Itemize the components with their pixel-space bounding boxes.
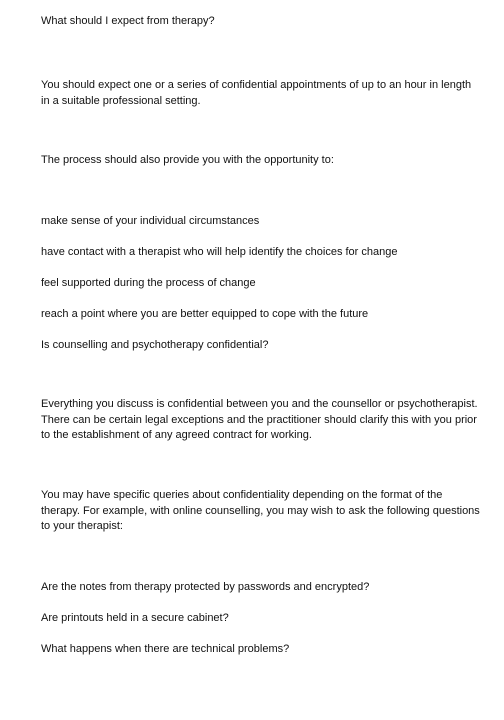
opportunity-item: make sense of your individual circumstances	[41, 215, 260, 227]
heading-confidentiality: Is counselling and psychotherapy confidential?	[41, 339, 269, 351]
opportunity-item: reach a point where you are better equipped to cope with the future	[41, 308, 369, 320]
paragraph-confidentiality-queries: You may have specific queries about confidentiality depending on the format of the therapy. For example, with online counselling, you may wish to ask the following questions to your therapist:	[41, 489, 480, 532]
paragraph-opportunity-intro: The process should also provide you with the opportunity to:	[41, 154, 334, 166]
paragraph-appointments: You should expect one or a series of confidential appointments of up to an hour in length in a suitable professional setting.	[41, 79, 472, 107]
paragraph-confidential-discussion: Everything you discuss is confidential between you and the counsellor or psychotherapist. There can be certain legal exceptions and the practitioner should clarify this with you prior to the establishment of any agreed contract for working.	[41, 398, 478, 441]
opportunity-item: feel supported during the process of change	[41, 277, 256, 289]
heading-expect-from-therapy: What should I expect from therapy?	[41, 15, 215, 27]
question-item: Are printouts held in a secure cabinet?	[41, 612, 229, 624]
opportunity-item: have contact with a therapist who will help identify the choices for change	[41, 246, 398, 258]
question-item: What happens when there are technical problems?	[41, 643, 290, 655]
question-item: Are the notes from therapy protected by passwords and encrypted?	[41, 581, 370, 593]
